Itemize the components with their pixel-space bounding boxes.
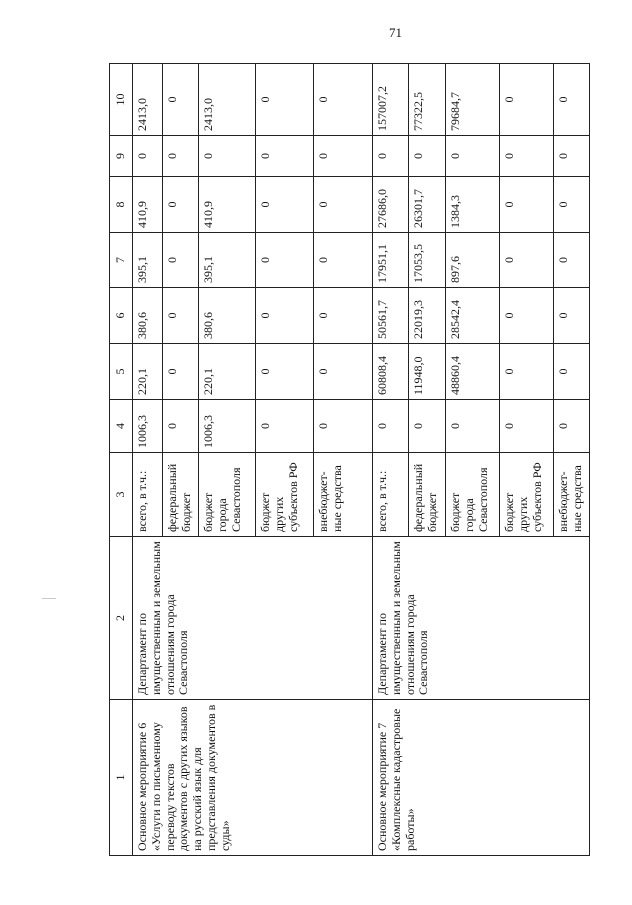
value-cell: 410,9 [199, 177, 256, 233]
value-cell: 0 [256, 136, 314, 177]
value-cell: 0 [446, 400, 500, 453]
value-cell: 220,1 [199, 344, 256, 400]
source-cell: федеральный бюджет [163, 453, 199, 537]
source-cell: бюджет других субъектов РФ [256, 453, 314, 537]
value-cell: 0 [409, 400, 446, 453]
value-cell: 11948,0 [409, 344, 446, 400]
value-cell: 79684,7 [446, 64, 500, 136]
value-cell: 0 [373, 400, 409, 453]
value-cell: 0 [500, 136, 554, 177]
column-header: 8 [110, 177, 133, 233]
source-cell: внебюджет-ные средства [554, 453, 590, 537]
value-cell: 0 [314, 64, 373, 136]
value-cell: 22019,3 [409, 288, 446, 344]
value-cell: 0 [256, 177, 314, 233]
source-cell: внебюджет-ные средства [314, 453, 373, 537]
value-cell: 26301,7 [409, 177, 446, 233]
value-cell: 0 [199, 136, 256, 177]
source-cell: бюджет города Севастополя [446, 453, 500, 537]
value-cell: 0 [500, 177, 554, 233]
table-row [373, 64, 409, 856]
value-cell: 0 [163, 344, 199, 400]
column-header: 4 [110, 400, 133, 453]
rotated-table-frame [109, 64, 584, 856]
value-cell: 0 [554, 400, 590, 453]
value-cell: 0 [163, 64, 199, 136]
value-cell: 0 [314, 233, 373, 288]
value-cell: 0 [163, 136, 199, 177]
column-header: 5 [110, 344, 133, 400]
column-header: 6 [110, 288, 133, 344]
value-cell: 0 [163, 177, 199, 233]
header-row [110, 64, 133, 856]
value-cell: 0 [554, 64, 590, 136]
value-cell: 0 [500, 288, 554, 344]
value-cell: 0 [409, 136, 446, 177]
value-cell: 0 [314, 288, 373, 344]
value-cell: 0 [256, 64, 314, 136]
column-header: 7 [110, 233, 133, 288]
budget-table [109, 63, 590, 856]
value-cell: 395,1 [133, 233, 163, 288]
value-cell: 0 [314, 344, 373, 400]
value-cell: 395,1 [199, 233, 256, 288]
source-cell: всего, в т.ч.: [373, 453, 409, 537]
value-cell: 410,9 [133, 177, 163, 233]
value-cell: 48860,4 [446, 344, 500, 400]
source-cell: федеральный бюджет [409, 453, 446, 537]
value-cell: 0 [500, 233, 554, 288]
value-cell: 60808,4 [373, 344, 409, 400]
value-cell: 0 [554, 344, 590, 400]
measure-name-cell: Основное мероприятие 7 «Комплексные кадастровые работы» [373, 700, 590, 856]
value-cell: 0 [256, 233, 314, 288]
measure-name-cell: Основное мероприятие 6 «Услуги по письменному переводу текстов документов с других языков на русский язык для представления документов в суды» [133, 700, 373, 856]
value-cell: 28542,4 [446, 288, 500, 344]
value-cell: 0 [446, 136, 500, 177]
value-cell: 17951,1 [373, 233, 409, 288]
value-cell: 0 [163, 400, 199, 453]
table-row [133, 64, 163, 856]
value-cell: 0 [256, 400, 314, 453]
value-cell: 220,1 [133, 344, 163, 400]
value-cell: 0 [256, 344, 314, 400]
value-cell: 0 [554, 177, 590, 233]
value-cell: 0 [314, 400, 373, 453]
value-cell: 27686,0 [373, 177, 409, 233]
executor-cell: Департамент по имущественным и земельным отношениям города Севастополя [133, 537, 373, 700]
value-cell: 0 [133, 136, 163, 177]
value-cell: 0 [373, 136, 409, 177]
column-header: 9 [110, 136, 133, 177]
value-cell: 0 [554, 288, 590, 344]
value-cell: 0 [163, 233, 199, 288]
margin-mark [42, 598, 56, 599]
value-cell: 1384,3 [446, 177, 500, 233]
page-number: 71 [389, 25, 402, 40]
column-header: 1 [110, 700, 133, 856]
value-cell: 0 [163, 288, 199, 344]
value-cell: 0 [554, 233, 590, 288]
value-cell: 2413,0 [199, 64, 256, 136]
value-cell: 77322,5 [409, 64, 446, 136]
value-cell: 0 [500, 400, 554, 453]
value-cell: 0 [554, 136, 590, 177]
value-cell: 0 [256, 288, 314, 344]
value-cell: 17053,5 [409, 233, 446, 288]
value-cell: 897,6 [446, 233, 500, 288]
value-cell: 50561,7 [373, 288, 409, 344]
value-cell: 0 [500, 64, 554, 136]
column-header: 10 [110, 64, 133, 136]
value-cell: 380,6 [133, 288, 163, 344]
source-cell: всего, в т.ч.: [133, 453, 163, 537]
executor-cell: Департамент по имущественным и земельным отношениям города Севастополя [373, 537, 590, 700]
value-cell: 2413,0 [133, 64, 163, 136]
value-cell: 0 [314, 177, 373, 233]
value-cell: 0 [500, 344, 554, 400]
source-cell: бюджет других субъектов РФ [500, 453, 554, 537]
value-cell: 0 [314, 136, 373, 177]
value-cell: 1006,3 [199, 400, 256, 453]
source-cell: бюджет города Севастополя [199, 453, 256, 537]
column-header: 3 [110, 453, 133, 537]
value-cell: 1006,3 [133, 400, 163, 453]
value-cell: 380,6 [199, 288, 256, 344]
column-header: 2 [110, 537, 133, 700]
value-cell: 157007,2 [373, 64, 409, 136]
